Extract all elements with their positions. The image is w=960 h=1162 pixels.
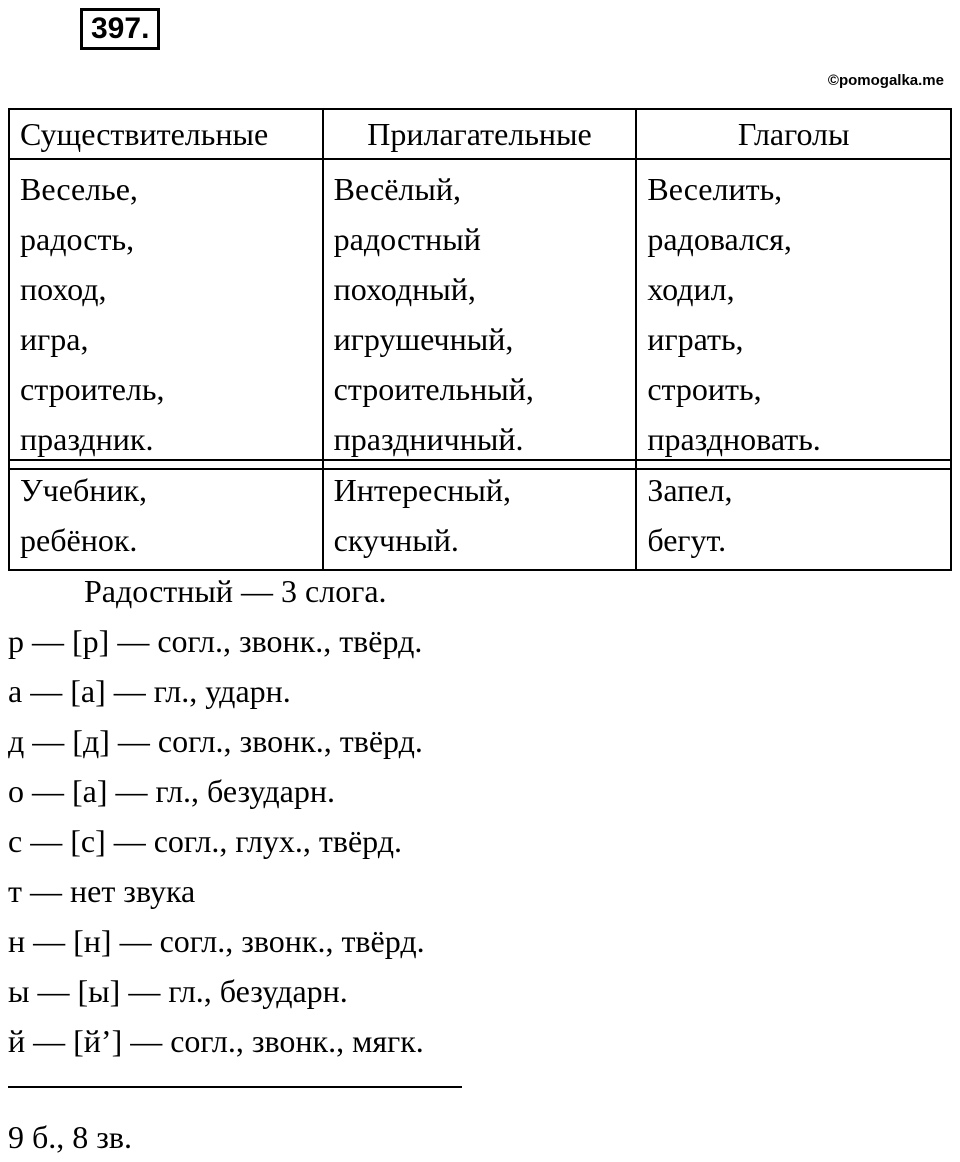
task-number-box	[80, 8, 160, 50]
noun-word: праздник.	[20, 421, 154, 457]
verb-word: ходил,	[647, 271, 735, 307]
divider-line	[8, 1086, 462, 1088]
analysis-heading: Радостный — 3 слога.	[84, 573, 387, 609]
task-number-dot: .	[141, 12, 150, 45]
table-row	[9, 159, 951, 469]
header-adjectives: Прилагательные	[323, 109, 637, 159]
sound-line: с — [с] — согл., глух., твёрд.	[8, 823, 403, 859]
sound-line: р — [р] — согл., звонк., твёрд.	[8, 623, 423, 659]
adjective-word: строительный,	[333, 371, 534, 407]
verb-word: бегут.	[647, 522, 727, 558]
letters-sounds-summary: 9 б., 8 зв.	[8, 1119, 133, 1155]
extra-nouns-cell	[9, 460, 323, 570]
watermark: ©pomogalka.me	[827, 72, 944, 89]
verb-word: Веселить,	[647, 171, 783, 207]
noun-word: радость,	[20, 221, 135, 257]
header-nouns: Существительные	[9, 109, 323, 159]
noun-word: поход,	[20, 271, 107, 307]
verb-word: строить,	[647, 371, 762, 407]
verbs-cell	[636, 159, 951, 469]
verb-word: праздновать.	[647, 421, 821, 457]
sound-line: н — [н] — согл., звонк., твёрд.	[8, 923, 425, 959]
adjective-word: праздничный.	[333, 421, 524, 457]
verb-word: играть,	[647, 321, 744, 357]
adjectives-cell	[323, 159, 637, 469]
sound-line: ы — [ы] — гл., безударн.	[8, 973, 348, 1009]
adjective-word: походный,	[333, 271, 476, 307]
phonetic-analysis	[8, 566, 425, 1066]
sound-line: т — нет звука	[8, 873, 196, 909]
adjective-word: Интересный,	[333, 472, 512, 508]
word-forms-table	[8, 108, 952, 470]
sound-line: д — [д] — согл., звонк., твёрд.	[8, 723, 423, 759]
adjective-word: скучный.	[333, 522, 459, 558]
adjective-word: игрушечный,	[333, 321, 514, 357]
noun-word: игра,	[20, 321, 89, 357]
noun-word: Веселье,	[20, 171, 138, 207]
sound-line: й — [й’] — согл., звонк., мягк.	[8, 1023, 424, 1059]
sound-line: о — [а] — гл., безударн.	[8, 773, 335, 809]
verb-word: Запел,	[647, 472, 733, 508]
noun-word: ребёнок.	[20, 522, 138, 558]
header-verbs: Глаголы	[636, 109, 951, 159]
table-row	[9, 460, 951, 570]
noun-word: Учебник,	[20, 472, 148, 508]
sound-line: а — [а] — гл., ударн.	[8, 673, 291, 709]
extra-verbs-cell	[636, 460, 951, 570]
noun-word: строитель,	[20, 371, 165, 407]
adjective-word: радостный	[333, 221, 481, 257]
task-number: 397	[91, 12, 142, 45]
adjective-word: Весёлый,	[333, 171, 462, 207]
verb-word: радовался,	[647, 221, 792, 257]
nouns-cell	[9, 159, 323, 469]
extra-words-table	[8, 459, 952, 571]
table-header-row	[9, 109, 951, 159]
extra-adjectives-cell	[323, 460, 637, 570]
